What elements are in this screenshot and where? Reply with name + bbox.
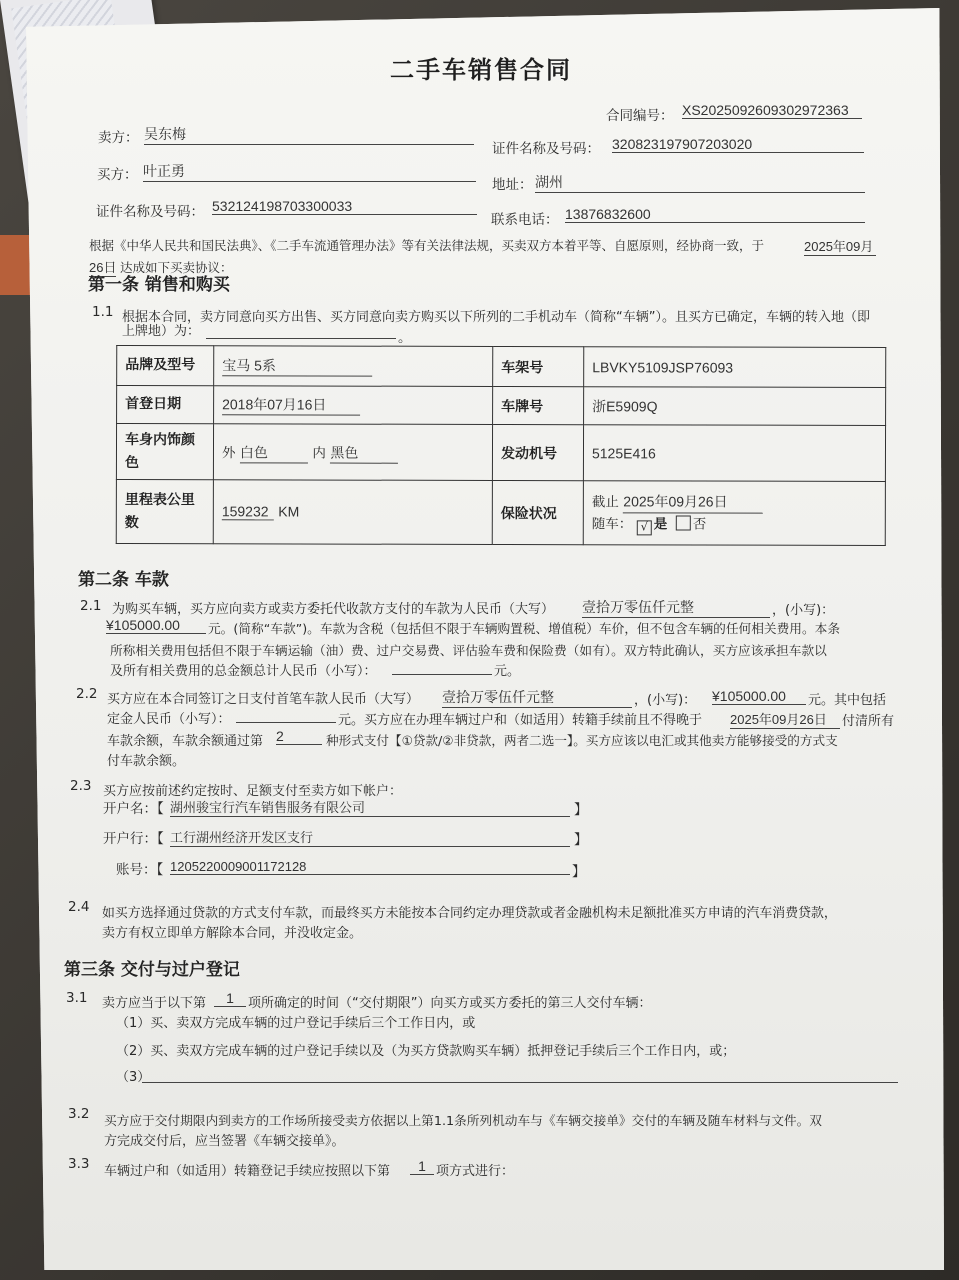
clause-2-3-number: 2.3 — [70, 778, 92, 794]
clause-2-4-l2: 卖方有权立即单方解除本合同，并没收定金。 — [102, 926, 363, 941]
seller-name: 吴东梅 — [144, 124, 474, 145]
clause-2-3-l1: 买方应按前述约定按时、足额支付至卖方如下帐户： — [103, 784, 403, 799]
table-row — [116, 423, 885, 481]
preamble-date-b: 26日 — [89, 257, 116, 277]
reg-date-value: 2018年07月16日 — [222, 394, 360, 415]
buyer-phone: 13876832600 — [565, 206, 865, 223]
option3-blank — [142, 1082, 898, 1083]
clause-3-1-option1: （1）买、卖双方完成车辆的过户登记手续后三个工作日内，或 — [116, 1016, 476, 1031]
clause-1-1-number: 1.1 — [92, 304, 114, 320]
seller-label: 卖方： — [98, 130, 139, 146]
clause-2-4-number: 2.4 — [68, 899, 90, 915]
buyer-id-label: 证件名称及号码： — [96, 204, 204, 220]
bank-value: 工行湖州经济开发区支行 — [170, 827, 570, 847]
account-name-label: 开户名：【 — [103, 801, 164, 817]
clause-2-1-amount-words: 壹拾万零伍仟元整 — [582, 597, 770, 618]
mileage-unit: KM — [278, 503, 300, 520]
account-no-close: 】 — [572, 864, 586, 880]
registration-place-blank — [206, 338, 396, 339]
document-title: 二手车销售合同 — [390, 56, 572, 84]
plate-label: 车牌号 — [493, 386, 584, 424]
clause-2-2-l2c: 付清所有 — [842, 714, 895, 729]
no-checkbox[interactable] — [676, 515, 691, 530]
insurance-until-prefix: 截止 — [591, 494, 619, 511]
no-label: 否 — [692, 516, 707, 533]
seller-id-value: 320823197907203020 — [612, 136, 864, 153]
clause-1-1-line2: 上牌地）为： — [122, 324, 201, 339]
account-name-value: 湖州骏宝行汽车销售服务有限公司 — [170, 797, 570, 817]
clause-2-2-l3b: 种形式支付【①贷款/②非贷款，两者二选一】。买方应该以电汇或其他卖方能够接受的方式支 — [326, 733, 838, 748]
clause-2-2-l4: 付车款余额。 — [107, 754, 186, 769]
bank-label: 开户行：【 — [103, 831, 164, 847]
clause-3-1-option3: （3） — [116, 1070, 151, 1085]
mileage-cell — [213, 480, 492, 545]
buyer-id-value: 532124198703300033 — [212, 198, 477, 215]
clause-3-1-number: 3.1 — [66, 990, 88, 1006]
color-cell — [213, 424, 492, 481]
clause-2-1-amount-number: ¥105000.00 — [106, 617, 206, 634]
table-row — [117, 345, 886, 387]
clause-2-2-l1c: 元。其中包括 — [808, 693, 887, 708]
account-no-value: 1205220009001172128 — [170, 859, 570, 875]
clause-3-1-option2: （2）买、卖双方完成车辆的过户登记手续以及（为买方贷款购买车辆）抵押登记手续后三个工作日内，或； — [116, 1044, 736, 1059]
total-amount-blank — [392, 674, 492, 675]
clause-2-4-l1: 如买方选择通过贷款的方式支付车款，而最终买方未能按本合同约定办理贷款或者金融机构未足额批准买方申请的汽车消费贷款， — [102, 906, 837, 921]
clause-1-1-end: 。 — [398, 330, 412, 346]
contract-no-label: 合同编号： — [606, 108, 674, 124]
buyer-label: 买方： — [97, 167, 138, 183]
engine-value: 5125E416 — [583, 425, 885, 482]
bank-close: 】 — [574, 832, 588, 848]
clause-2-2-number: 2.2 — [76, 686, 98, 702]
article3-heading: 第三条 交付与过户登记 — [64, 960, 240, 980]
account-name-close: 】 — [574, 802, 588, 818]
brand-value: 宝马 5系 — [222, 355, 372, 376]
seller-id-label: 证件名称及号码： — [492, 141, 600, 157]
reg-date-label: 首登日期 — [117, 385, 214, 423]
plate-value: 浙E5909Q — [584, 387, 886, 426]
clause-2-2-l1b: ，(小写)： — [634, 693, 697, 708]
buyer-address: 湖州 — [535, 172, 865, 193]
contract-page — [26, 8, 944, 1270]
mileage-label: 里程表公里数 — [116, 479, 213, 543]
clause-2-2-amount-words: 壹拾万零伍仟元整 — [442, 687, 632, 708]
buyer-address-label: 地址： — [492, 177, 533, 193]
engine-label: 发动机号 — [492, 424, 583, 480]
clause-2-1-number: 2.1 — [80, 598, 102, 614]
account-no-label: 账号：【 — [116, 862, 164, 878]
clause-2-1-l1b: ，(小写)： — [772, 603, 835, 618]
clause-3-3-number: 3.3 — [68, 1156, 90, 1172]
reg-date-cell — [214, 386, 493, 425]
article2-heading: 第二条 车款 — [78, 570, 169, 590]
clause-3-2-l1: 买方应于交付期限内到卖方的工作场所接受卖方依据以上第1.1条所列机动车与《车辆交接单》交付的车辆及随车材料与文件。双 — [104, 1113, 822, 1128]
clause-3-3-l1a: 车辆过户和（如适用）转籍登记手续应按照以下第 — [104, 1164, 391, 1179]
clause-2-2-amount-number: ¥105000.00 — [712, 688, 806, 705]
preamble-line2: 达成如下买卖协议： — [120, 260, 233, 275]
insurance-until-value: 2025年09月26日 — [623, 490, 763, 513]
with-car-label: 随车： — [591, 516, 633, 533]
clause-3-1-l1b: 项所确定的时间（“交付期限”）向买方或买方委托的第三人交付车辆： — [248, 996, 652, 1011]
insurance-until-row — [592, 490, 877, 514]
brand-cell — [214, 346, 493, 387]
clause-3-3-option: 1 — [410, 1158, 434, 1175]
clause-3-1-option: 1 — [214, 990, 246, 1007]
brand-label: 品牌及型号 — [117, 345, 214, 385]
clause-2-1-l1a: 为购买车辆，买方应向卖方或卖方委托代收款方支付的车款为人民币（大写） — [112, 602, 555, 617]
with-car-row — [592, 513, 877, 536]
deposit-blank — [236, 722, 336, 723]
color-label: 车身内饰颜色 — [116, 423, 213, 479]
contract-no-value: XS2025092609302972363 — [682, 102, 862, 119]
clause-2-2-l1a: 买方应在本合同签订之日支付首笔车款人民币（大写） — [107, 692, 420, 707]
clause-2-2-l2b: 元。买方应在办理车辆过户和（如适用）转籍手续前且不得晚于 — [338, 713, 703, 728]
clause-3-2-l2: 方完成交付后，应当签署《车辆交接单》。 — [104, 1134, 345, 1149]
clause-2-1-l3: 所称相关费用包括但不限于车辆运输（油）费、过户交易费、评估验车费和保险费（如有）。双方特此确认，买方应该承担车款以 — [110, 643, 827, 658]
clause-2-2-payment-form: 2 — [276, 728, 322, 745]
table-row — [117, 385, 886, 425]
buyer-phone-label: 联系电话： — [491, 212, 559, 228]
exterior-color: 白色 — [240, 442, 308, 463]
buyer-name: 叶正勇 — [143, 161, 476, 182]
clause-2-2-l3a: 车款余额，车款余额通过第 — [107, 734, 264, 749]
clause-2-2-deadline: 2025年09月26日 — [730, 709, 840, 729]
mileage-value: 159232 — [222, 503, 274, 520]
clause-3-1-l1a: 卖方应当于以下第 — [102, 996, 207, 1011]
preamble-line1: 根据《中华人民共和国民法典》、《二手车流通管理办法》等有关法律法规，买卖双方本着平等、自愿原则，经协商一致，于 — [89, 238, 765, 253]
exterior-prefix: 外 — [221, 444, 236, 461]
insurance-label: 保险状况 — [492, 480, 583, 544]
clause-2-1-l4b: 元。 — [494, 664, 521, 679]
vin-label: 车架号 — [493, 346, 584, 386]
clause-1-1-line1: 根据本合同，卖方同意向买方出售、买方同意向卖方购买以下所列的二手机动车（简称“车辆”）。且买方已确定，车辆的转入地（即 — [122, 310, 870, 325]
table-row — [116, 479, 885, 545]
interior-prefix: 内 — [312, 445, 326, 462]
clause-2-1-l4a: 及所有相关费用的总金额总计人民币（小写）： — [110, 664, 377, 679]
yes-label: 是 — [653, 516, 668, 533]
yes-checkbox[interactable]: √ — [637, 520, 652, 535]
vin-value: LBVKY5109JSP76093 — [584, 347, 886, 388]
preamble-date-a: 2025年09月 — [804, 236, 876, 256]
vehicle-info-table — [116, 345, 887, 546]
interior-color: 黑色 — [330, 442, 398, 463]
clause-2-2-l2a: 定金人民币（小写）： — [107, 712, 231, 727]
clause-2-1-l2b: 元。(简称“车款”)。车款为含税（包括但不限于车辆购置税、增值税）车价，但不包含车辆的任何相关费用。本条 — [208, 621, 841, 636]
clause-3-2-number: 3.2 — [68, 1106, 90, 1122]
clause-3-3-l1b: 项方式进行： — [436, 1164, 515, 1179]
article1-heading: 第一条 销售和购买 — [88, 275, 230, 295]
insurance-cell — [583, 481, 885, 546]
